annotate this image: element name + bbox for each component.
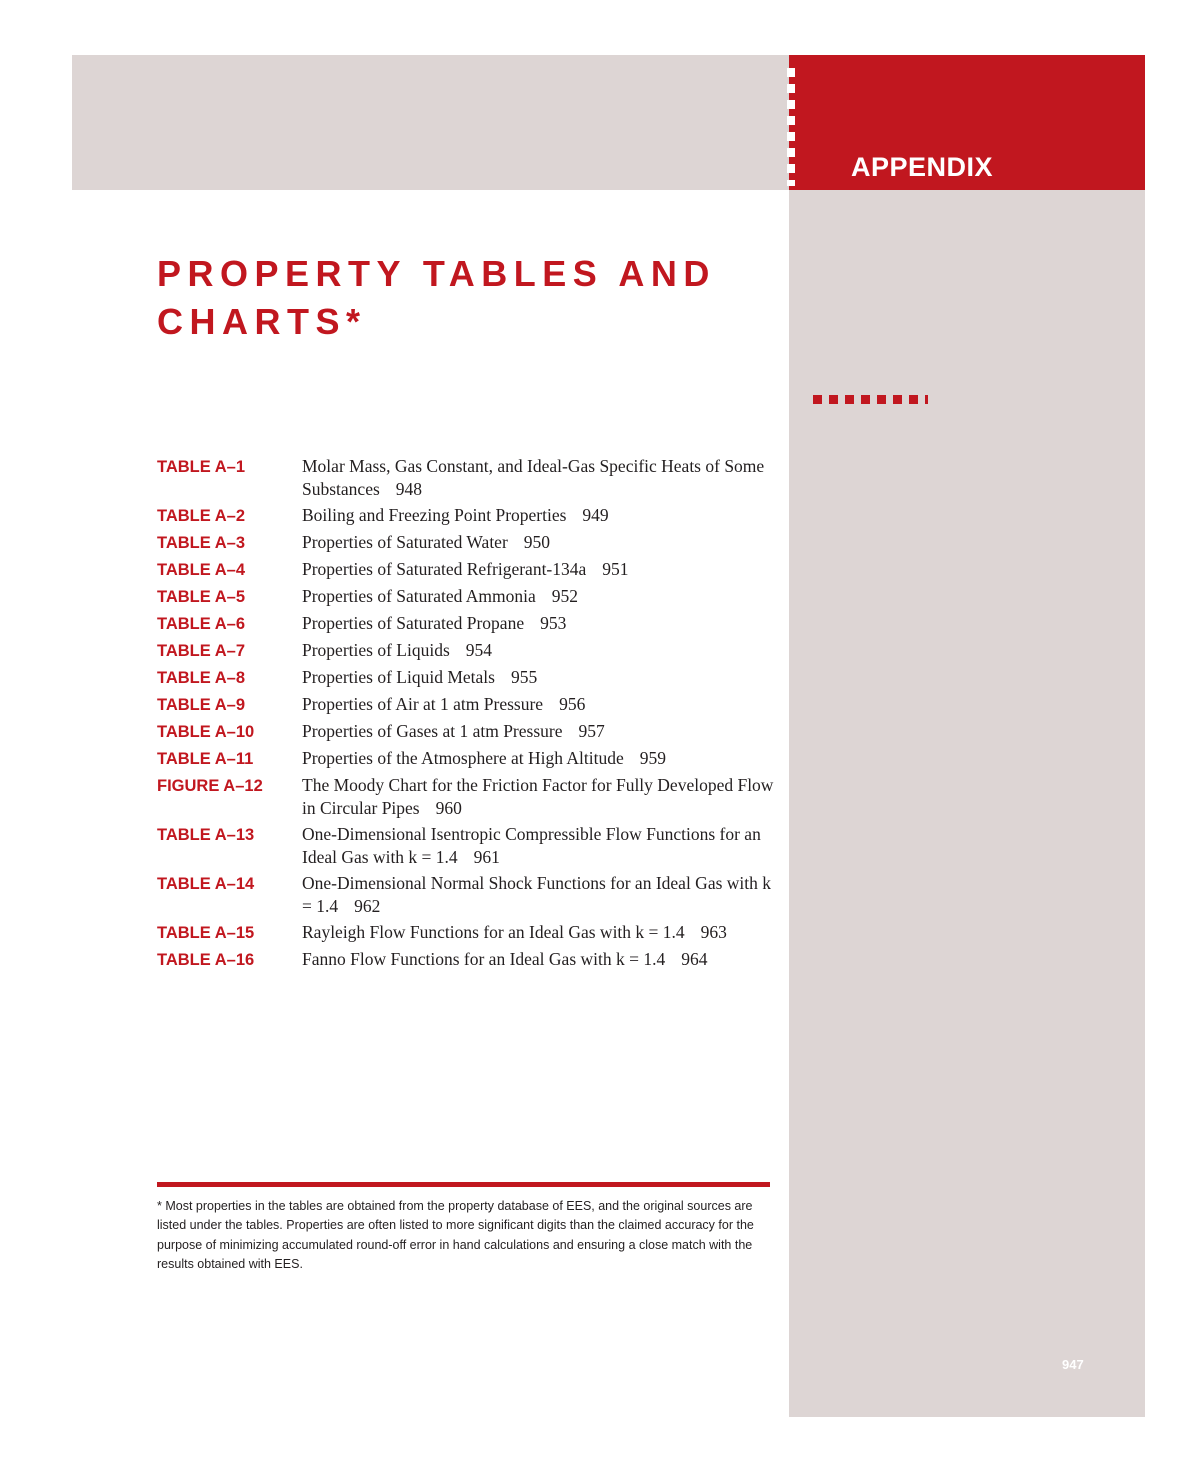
toc-page-number: 955 <box>510 667 538 687</box>
toc-entry[interactable] <box>157 872 777 917</box>
toc-text <box>302 455 777 500</box>
toc-page-number: 959 <box>639 748 667 768</box>
toc-title: Rayleigh Flow Functions for an Ideal Gas with k = 1.4 <box>302 922 685 942</box>
toc-text <box>302 823 777 868</box>
toc-entry[interactable] <box>157 639 777 662</box>
toc-title: Properties of Saturated Water <box>302 532 508 552</box>
toc-page-number: 954 <box>465 640 493 660</box>
appendix-label: APPENDIX <box>851 152 994 182</box>
toc-page-number: 949 <box>582 505 609 525</box>
toc-page-number: 962 <box>354 895 381 916</box>
toc-text <box>302 693 777 716</box>
toc-label: TABLE A–3 <box>157 534 246 552</box>
toc-text <box>302 666 777 689</box>
toc-page-number: 956 <box>559 694 586 714</box>
toc-entry[interactable] <box>157 747 777 770</box>
toc-title: One-Dimensional Normal Shock Functions for an Ideal Gas with k = 1.4 <box>302 873 772 916</box>
toc-title: Molar Mass, Gas Constant, and Ideal-Gas Specific Heats of Some Substances <box>302 456 765 499</box>
toc-label: TABLE A–5 <box>157 588 246 606</box>
page-number: 947 <box>1062 1357 1084 1372</box>
toc-text <box>302 531 777 554</box>
toc-title: Fanno Flow Functions for an Ideal Gas with k = 1.4 <box>302 949 666 969</box>
toc-page-number: 960 <box>435 797 462 818</box>
table-of-contents <box>157 455 777 975</box>
toc-title: Properties of Saturated Propane <box>302 613 525 633</box>
side-column <box>789 190 1145 1417</box>
toc-label: TABLE A–1 <box>157 458 246 476</box>
toc-page-number: 950 <box>523 532 551 552</box>
toc-label: TABLE A–7 <box>157 642 246 660</box>
toc-text <box>302 585 777 608</box>
toc-text <box>302 747 777 770</box>
toc-entry[interactable] <box>157 948 777 971</box>
chapter-title: PROPERTY TABLES AND CHARTS* <box>157 253 716 342</box>
toc-label: TABLE A–13 <box>157 826 255 844</box>
perforation-edge <box>787 68 795 186</box>
toc-title: Properties of Gases at 1 atm Pressure <box>302 721 563 741</box>
toc-entry[interactable] <box>157 693 777 716</box>
toc-text <box>302 774 777 819</box>
toc-page-number: 952 <box>551 586 579 606</box>
toc-text <box>302 612 777 635</box>
toc-title: Properties of Saturated Ammonia <box>302 586 536 606</box>
toc-label: TABLE A–4 <box>157 561 246 579</box>
toc-entry[interactable] <box>157 531 777 554</box>
toc-entry[interactable] <box>157 558 777 581</box>
toc-text <box>302 504 777 527</box>
toc-label: TABLE A–15 <box>157 924 255 942</box>
toc-label: TABLE A–8 <box>157 669 246 687</box>
toc-title: Properties of Liquids <box>302 640 450 660</box>
toc-page-number: 948 <box>395 478 423 499</box>
toc-title: The Moody Chart for the Friction Factor for Fully Developed Flow in Circular Pipes <box>302 775 774 818</box>
header-band <box>72 55 789 190</box>
toc-text <box>302 872 777 917</box>
toc-text <box>302 720 777 743</box>
toc-label: TABLE A–10 <box>157 723 255 741</box>
toc-title: Boiling and Freezing Point Properties <box>302 505 567 525</box>
toc-label: TABLE A–9 <box>157 696 246 714</box>
toc-page-number: 963 <box>700 922 727 942</box>
toc-entry[interactable] <box>157 585 777 608</box>
toc-text <box>302 639 777 662</box>
toc-title: Properties of the Atmosphere at High Altitude <box>302 748 624 768</box>
toc-entry[interactable] <box>157 612 777 635</box>
toc-page-number: 953 <box>540 613 567 633</box>
toc-label: TABLE A–11 <box>157 750 254 768</box>
toc-title: One-Dimensional Isentropic Compressible Flow Functions for an Ideal Gas with k = 1.4 <box>302 824 761 867</box>
toc-entry[interactable] <box>157 666 777 689</box>
toc-title: Properties of Saturated Refrigerant-134a <box>302 559 587 579</box>
toc-entry[interactable] <box>157 720 777 743</box>
toc-page-number: 957 <box>578 721 605 741</box>
toc-entry[interactable] <box>157 774 777 819</box>
toc-entry[interactable] <box>157 455 777 500</box>
toc-page-number: 964 <box>681 949 708 969</box>
toc-title: Properties of Liquid Metals <box>302 667 495 687</box>
toc-label: TABLE A–16 <box>157 951 255 969</box>
toc-label: TABLE A–6 <box>157 615 246 633</box>
toc-page-number: 951 <box>602 559 629 579</box>
toc-entry[interactable] <box>157 504 777 527</box>
toc-title: Properties of Air at 1 atm Pressure <box>302 694 544 714</box>
toc-label: TABLE A–14 <box>157 875 255 893</box>
toc-text <box>302 558 777 581</box>
toc-label: TABLE A–2 <box>157 507 246 525</box>
toc-entry[interactable] <box>157 823 777 868</box>
footnote: * Most properties in the tables are obtained from the property database of EES, and the original sources are listed under the tables. Properties are often listed to more significant digits than the claimed accuracy for the purpose of minimizing accumulated round-off error in hand calculations and ensuring a close match with the results obtained with EES. <box>157 1199 754 1271</box>
toc-text <box>302 948 777 971</box>
decorative-dot-row <box>813 395 928 404</box>
footnote-rule <box>157 1182 770 1187</box>
toc-text <box>302 921 777 944</box>
toc-entry[interactable] <box>157 921 777 944</box>
toc-page-number: 961 <box>473 846 500 867</box>
toc-label: FIGURE A–12 <box>157 777 263 795</box>
